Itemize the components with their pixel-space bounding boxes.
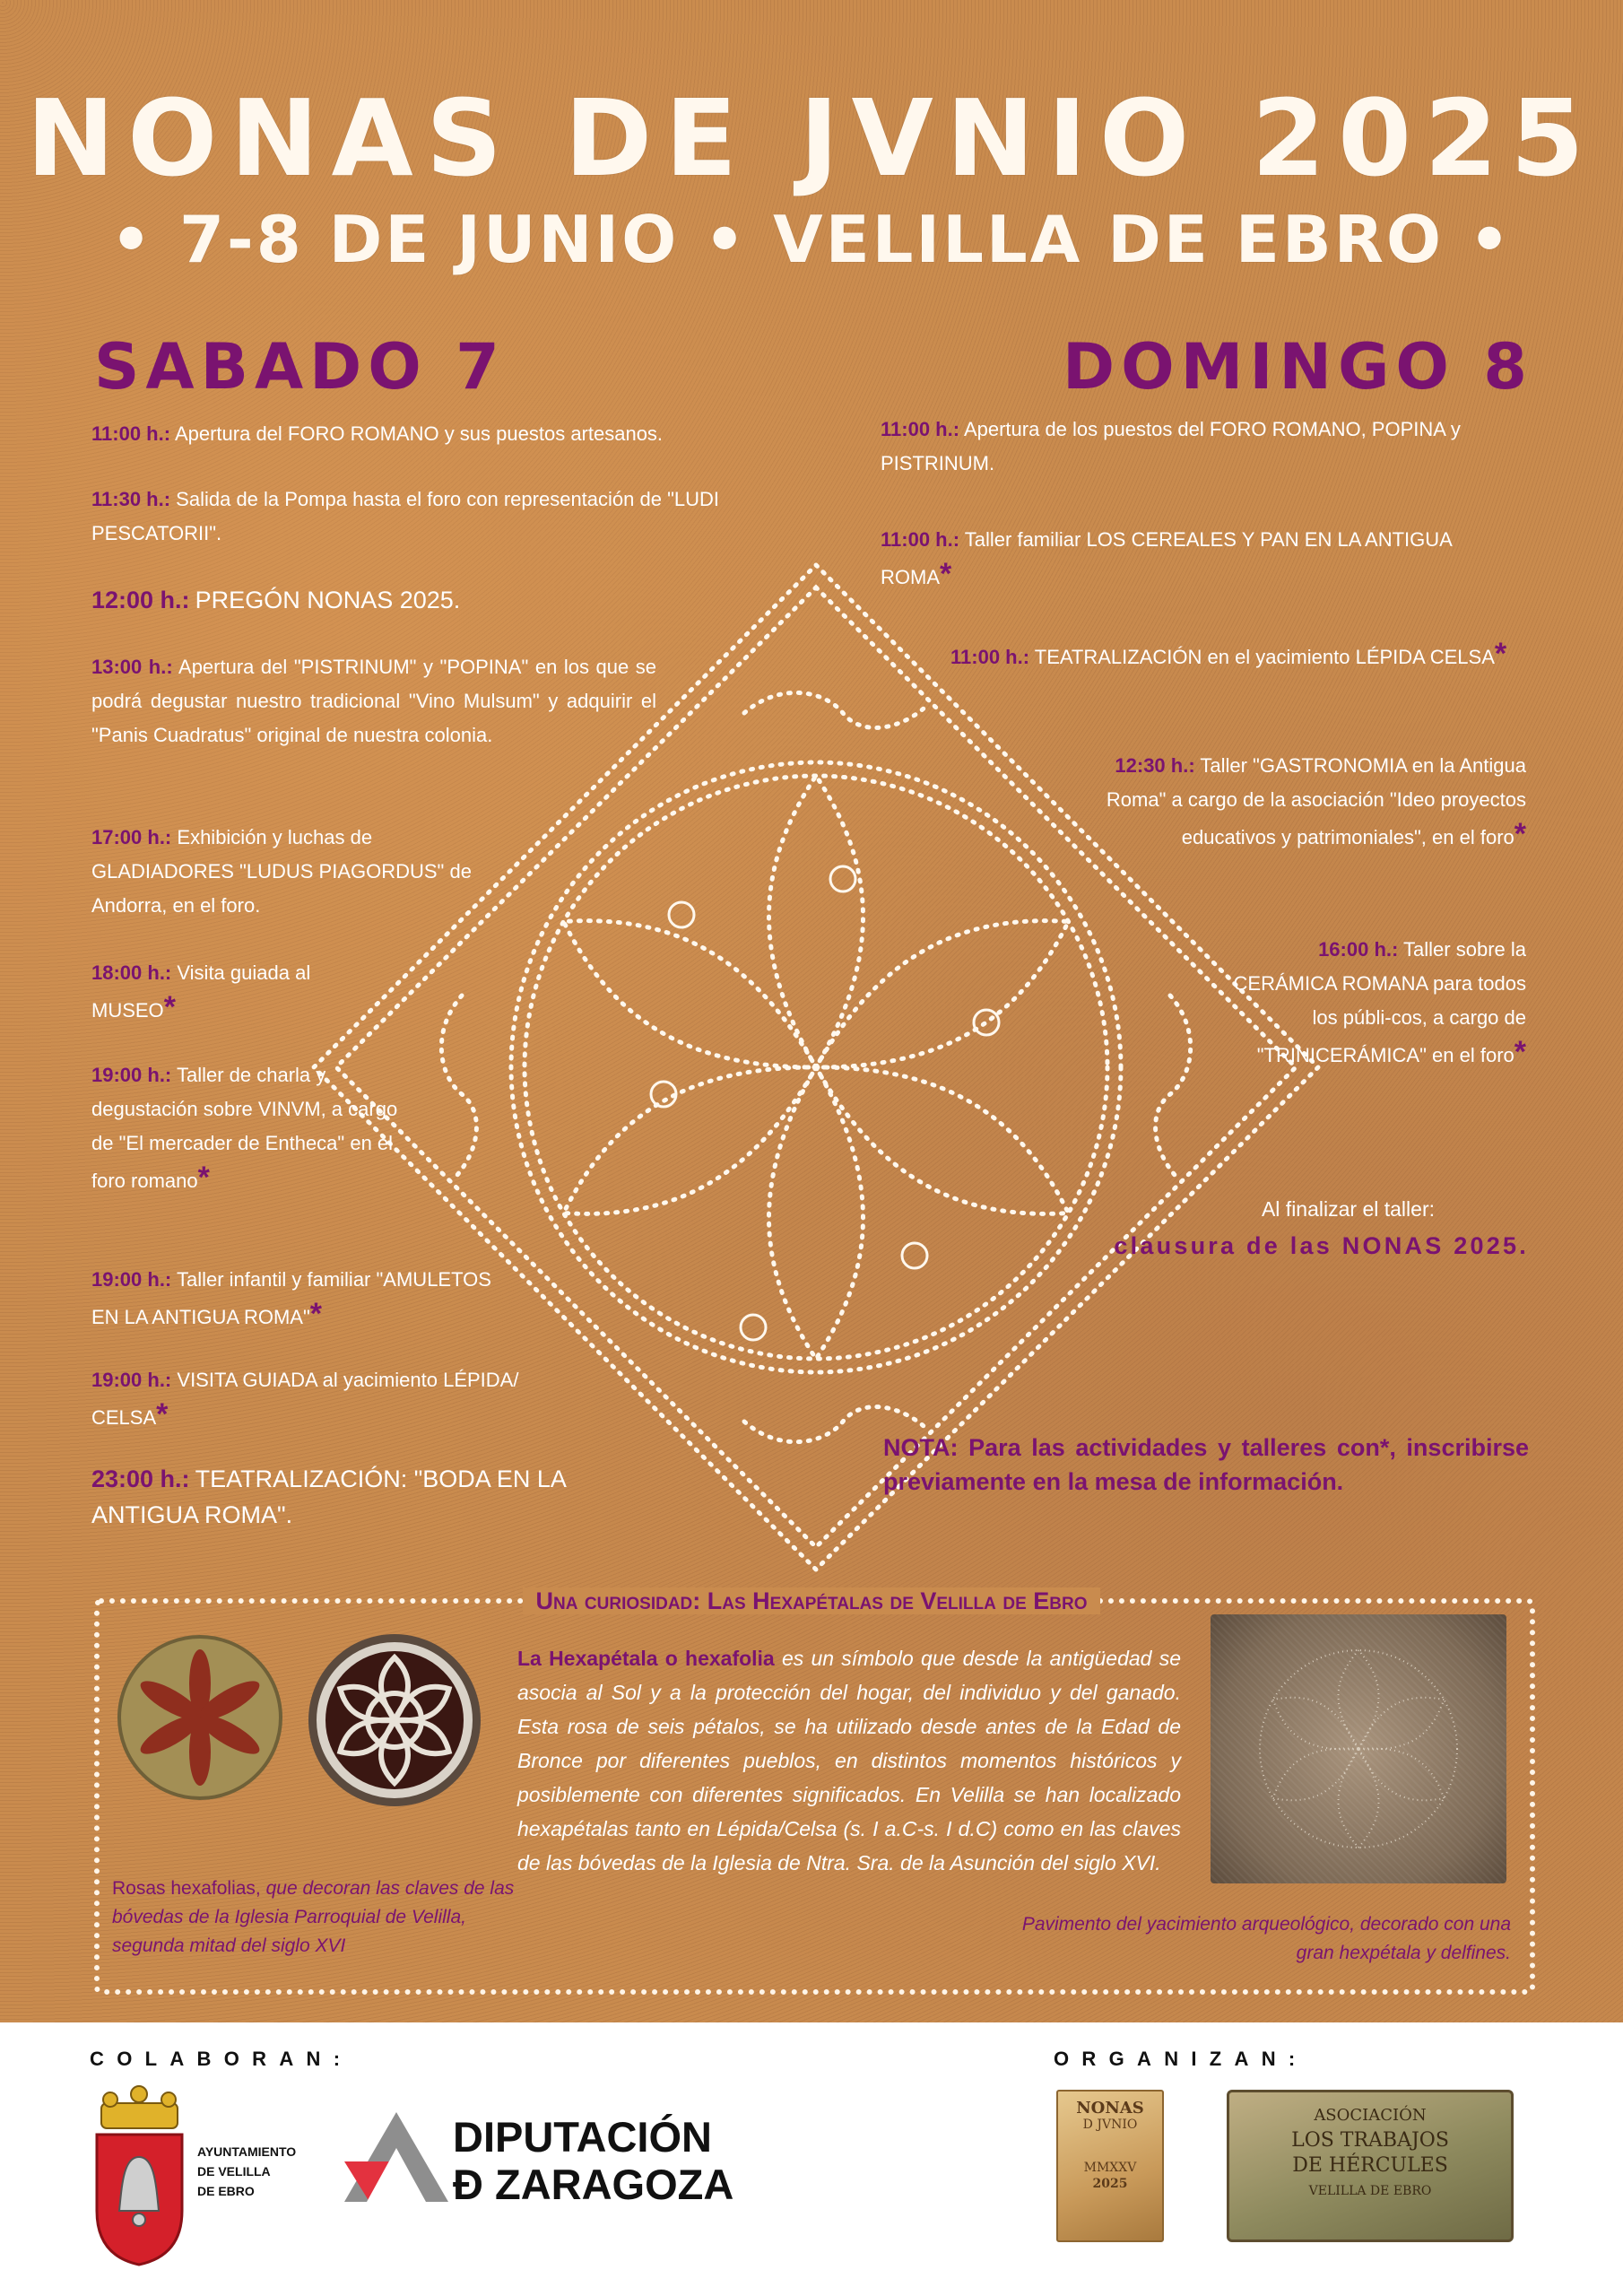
caption-rosettes-rest: que decoran las claves de las bóvedas de la Iglesia Parroquial de Velilla, segunda mitad del siglo XVI (112, 1878, 515, 1956)
event-text: VISITA GUIADA al yacimiento LÉPIDA/ CELSA (91, 1369, 519, 1429)
event-text: Taller infantil y familiar "AMULETOS EN LA ANTIGUA ROMA" (91, 1268, 491, 1328)
event-text: TEATRALIZACIÓN: "BODA EN LA ANTIGUA ROMA". (91, 1465, 566, 1528)
diputacion-line-1: DIPUTACIÓN (453, 2113, 712, 2161)
event-time: 19:00 h.: (91, 1064, 172, 1086)
event-text: TEATRALIZACIÓN en el yacimiento LÉPIDA CELSA (1034, 646, 1495, 668)
nonas-logo-line-2: D JVNIO (1082, 2118, 1138, 2132)
diputacion-line-2: Ð ZARAGOZA (453, 2161, 734, 2208)
event-time: 11:00 h.: (881, 418, 960, 440)
asterisk-mark: * (1514, 1035, 1526, 1069)
asterisk-mark: * (940, 557, 952, 591)
asociacion-line-2: LOS TRABAJOS (1291, 2129, 1449, 2152)
sun-event-3 (950, 637, 1526, 674)
curiosity-title-wrap (0, 1587, 1623, 1615)
nota (883, 1431, 1529, 1499)
dpz-logo-mark[interactable] (341, 2108, 453, 2206)
ayuntamiento-text (197, 2142, 296, 2201)
asociacion-line-4: VELILLA DE EBRO (1308, 2184, 1432, 2198)
event-text: Taller de charla y degustación sobre VINVM, a cargo de "El mercader de Entheca" en el foro romano (91, 1064, 398, 1192)
curiosity-highlight: La Hexapétala o hexafolia (517, 1647, 775, 1670)
closing-text: clausura de las NONAS 2025. (1114, 1232, 1529, 1259)
sat-event-4 (91, 650, 656, 752)
event-text: Taller "GASTRONOMIA en la Antigua Roma" a cargo de la asociación "Ideo proyectos educativos y patrimoniales", en el foro (1106, 754, 1526, 848)
caption-rosettes (112, 1874, 525, 1961)
sat-event-1 (91, 417, 809, 451)
nonas-logo-line-4: 2025 (1092, 2177, 1128, 2191)
pavement-hexapetala (1211, 1614, 1506, 1883)
event-time: 19:00 h.: (91, 1268, 172, 1291)
hexafolia-rosette-carved (305, 1631, 484, 1810)
event-time: 17:00 h.: (91, 826, 172, 848)
sun-event-1 (881, 413, 1526, 481)
nonas-logo-line-1: NONAS (1076, 2099, 1144, 2118)
event-time: 11:00 h.: (881, 528, 960, 551)
event-text: Exhibición y luchas de GLADIADORES "LUDUS PIAGORDUS" de Andorra, en el foro. (91, 826, 472, 917)
event-text: Taller familiar LOS CEREALES Y PAN EN LA ANTIGUA ROMA (881, 528, 1452, 588)
curiosity-title: Una curiosidad: Las Hexapétalas de Velilla de Ebro (523, 1587, 1099, 1614)
event-text: Visita guiada al MUSEO (91, 961, 311, 1022)
event-text: Apertura del "PISTRINUM" y "POPINA" en los que se podrá degustar nuestro tradicional "Vino Mulsum" y adquirir el "Panis Cuadratus" original de nuestra colonia. (91, 656, 656, 746)
caption-pavement: Pavimento del yacimiento arqueológico, decorado con una gran hexpétala y delfines. (1021, 1914, 1511, 1963)
sun-event-4 (1051, 749, 1526, 855)
sunday-heading: DOMINGO 8 (1063, 330, 1533, 404)
event-text: Apertura del FORO ROMANO y sus puestos artesanos. (174, 422, 664, 445)
ayuntamiento-line-1: AYUNTAMIENTO (197, 2144, 297, 2159)
saturday-heading: SABADO 7 (94, 330, 506, 404)
pavement-photo (1211, 1614, 1506, 1883)
nonas-logo[interactable] (1056, 2090, 1164, 2242)
sat-event-8 (91, 1263, 522, 1335)
hexapetala-petals (540, 776, 1091, 1359)
poster-subtitle: • 7-8 DE JUNIO • VELILLA DE EBRO • (110, 202, 1513, 277)
asterisk-mark: * (1514, 817, 1526, 851)
event-time: 12:00 h.: (91, 587, 190, 613)
colaboran-label: COLABORAN: (90, 2048, 353, 2070)
sat-event-2 (91, 483, 773, 551)
hexafolia-rosette-red (115, 1632, 285, 1803)
event-time: 19:00 h.: (91, 1369, 172, 1391)
event-time: 12:30 h.: (1115, 754, 1195, 777)
asterisk-mark: * (156, 1397, 169, 1431)
curiosity-text (517, 1641, 1181, 1880)
event-text: Taller sobre la CERÁMICA ROMANA para todos los públi-cos, a cargo de "TRINICERÁMICA" en el foro (1233, 938, 1526, 1066)
sun-event-2 (881, 523, 1526, 595)
organizan-label: ORGANIZAN: (1054, 2048, 1308, 2070)
sat-event-9 (91, 1363, 594, 1435)
sat-event-5 (91, 821, 477, 923)
asociacion-logo[interactable] (1227, 2090, 1514, 2242)
sun-event-5 (1233, 933, 1526, 1073)
asterisk-mark: * (309, 1297, 322, 1331)
ayuntamiento-line-2: DE VELILLA (197, 2164, 271, 2179)
event-time: 11:00 h.: (950, 646, 1030, 668)
event-time: 11:00 h.: (91, 422, 171, 445)
sat-event-7 (91, 1058, 405, 1198)
event-text: Salida de la Pompa hasta el foro con representación de "LUDI PESCATORII". (91, 488, 720, 544)
event-time: 18:00 h.: (91, 961, 172, 984)
asterisk-mark: * (163, 990, 176, 1024)
event-time: 16:00 h.: (1318, 938, 1399, 961)
event-time: 13:00 h.: (91, 656, 173, 678)
asociacion-line-3: DE HÉRCULES (1292, 2154, 1448, 2177)
event-time: 23:00 h.: (91, 1465, 190, 1492)
closing-intro: Al finalizar el taller: (1261, 1197, 1435, 1221)
asterisk-mark: * (197, 1161, 210, 1195)
event-text: Apertura de los puestos del FORO ROMANO, POPINA y PISTRINUM. (881, 418, 1461, 474)
event-text: PREGÓN NONAS 2025. (195, 587, 461, 613)
event-time: 11:30 h.: (91, 488, 171, 510)
caption-rosettes-lead: Rosas hexafolias, (112, 1878, 261, 1899)
curiosity-body: es un símbolo que desde la antigüedad se asocia al Sol y a la protección del hogar, del individuo y del ganado. Esta rosa de seis pétalos, se ha utilizado desde antes de la Edad de Bronce por diferentes pueblos, en distintos momentos históricos y posiblemente con diferentes significados. En Velilla se han localizado hexapétalas tanto en Lépida/Celsa (s. I a.C-s. I d.C) como en las claves de las bóvedas de la Iglesia de Ntra. Sra. de la Asunción del siglo XVI. (517, 1647, 1181, 1874)
sat-event-10 (91, 1462, 594, 1534)
ayuntamiento-line-3: DE EBRO (197, 2184, 255, 2198)
nota-label: NOTA: (883, 1434, 959, 1461)
nota-text: Para las actividades y talleres con*, inscribirse previamente en la mesa de información. (883, 1434, 1529, 1495)
nonas-logo-line-3: MMXXV (1083, 2161, 1137, 2175)
sat-event-3 (91, 583, 719, 619)
poster-title: NONAS DE JVNIO 2025 (26, 76, 1597, 200)
sat-event-6 (91, 956, 387, 1028)
velilla-coat-of-arms[interactable] (88, 2085, 191, 2269)
asociacion-line-1: ASOCIACIÓN (1314, 2106, 1427, 2125)
asterisk-mark: * (1494, 637, 1507, 671)
